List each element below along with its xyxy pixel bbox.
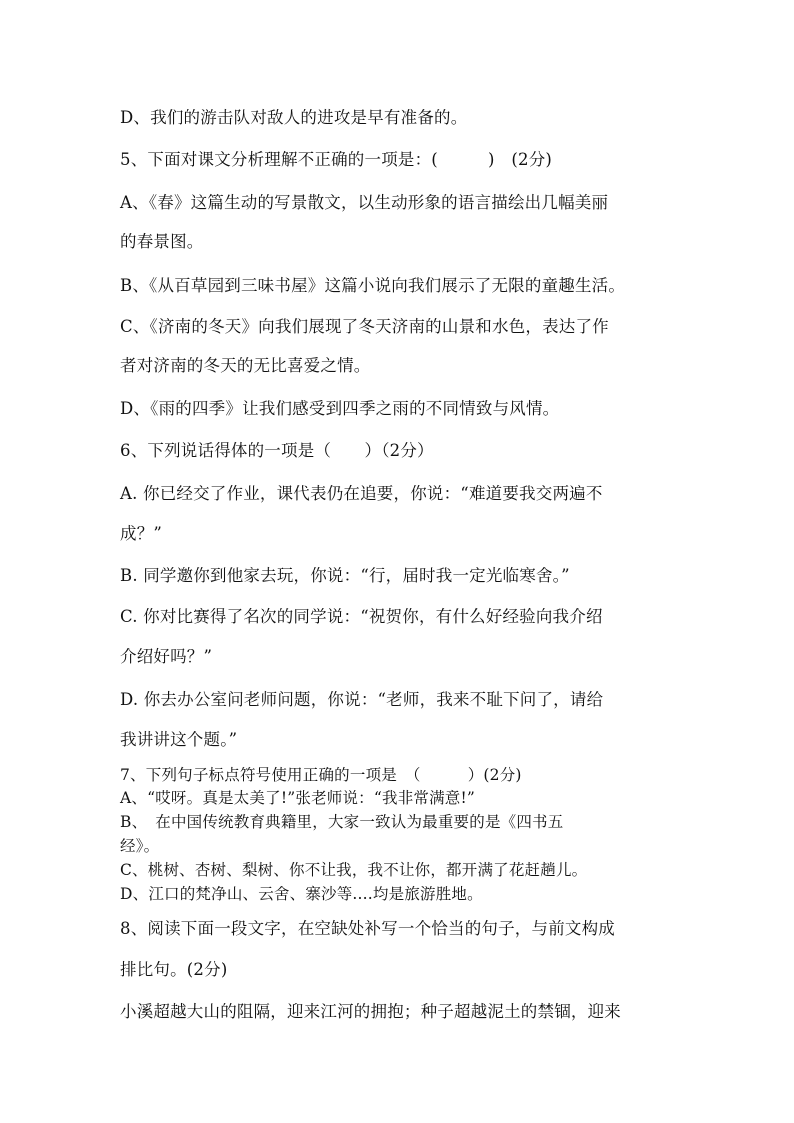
option-7c: C、桃树、杏树、梨树、你不让我，我不让你，都开满了花赶趟儿。 — [120, 861, 588, 879]
option-5d: D、《雨的四季》让我们感受到四季之雨的不同情致与风情。 — [120, 399, 560, 418]
option-6a-line1: A. 你已经交了作业，课代表仍在追要，你说：“难道要我交两遍不 — [120, 484, 603, 503]
option-4d: D、我们的游击队对敌人的进攻是早有准备的。 — [120, 108, 468, 127]
option-5c-line1: C、《济南的冬天》向我们展现了冬天济南的山景和水色，表达了作 — [120, 317, 609, 336]
option-7b-line1: B、 在中国传统教育典籍里，大家一致认为最重要的是《四书五 — [120, 813, 564, 831]
option-6a-line2: 成？” — [120, 524, 163, 543]
option-6d-line2: 我讲讲这个题。” — [120, 730, 238, 749]
option-7a: A、“哎呀。真是太美了!”张老师说：“我非常满意!” — [120, 789, 476, 807]
option-6b: B. 同学邀你到他家去玩，你说：“行，届时我一定光临寒舍。” — [120, 566, 570, 585]
question-8-passage: 小溪超越大山的阻隔，迎来江河的拥抱；种子超越泥土的禁锢，迎来 — [120, 1002, 621, 1021]
option-6c-line2: 介绍好吗？” — [120, 647, 213, 666]
question-5: 5、下面对课文分析理解不正确的一项是：( ) (2分) — [120, 150, 553, 169]
option-5c-line2: 者对济南的冬天的无比喜爱之情。 — [120, 356, 371, 375]
option-5a-line2: 的春景图。 — [120, 232, 204, 251]
option-5b: B、《从百草园到三味书屋》这篇小说向我们展示了无限的童趣生活。 — [120, 276, 626, 295]
option-7b-line2: 经》。 — [120, 837, 160, 855]
option-5a-line1: A、《春》这篇生动的写景散文，以生动形象的语言描绘出几幅美丽 — [120, 193, 609, 212]
option-7d: D、江口的梵净山、云舍、寨沙等....均是旅游胜地。 — [120, 885, 483, 903]
option-6c-line1: C. 你对比赛得了名次的同学说：“祝贺你，有什么好经验向我介绍 — [120, 607, 603, 626]
option-6d-line1: D. 你去办公室问老师问题，你说：“老师，我来不耻下问了，请给 — [120, 690, 604, 709]
question-8-line1: 8、阅读下面一段文字，在空缺处补写一个恰当的句子，与前文构成 — [120, 919, 615, 938]
question-7: 7、下列句子标点符号使用正确的一项是 （ ）(2分) — [120, 766, 522, 784]
question-6: 6、下列说话得体的一项是（ ）（2分） — [120, 441, 434, 460]
question-8-line2: 排比句。(2分) — [120, 960, 228, 979]
